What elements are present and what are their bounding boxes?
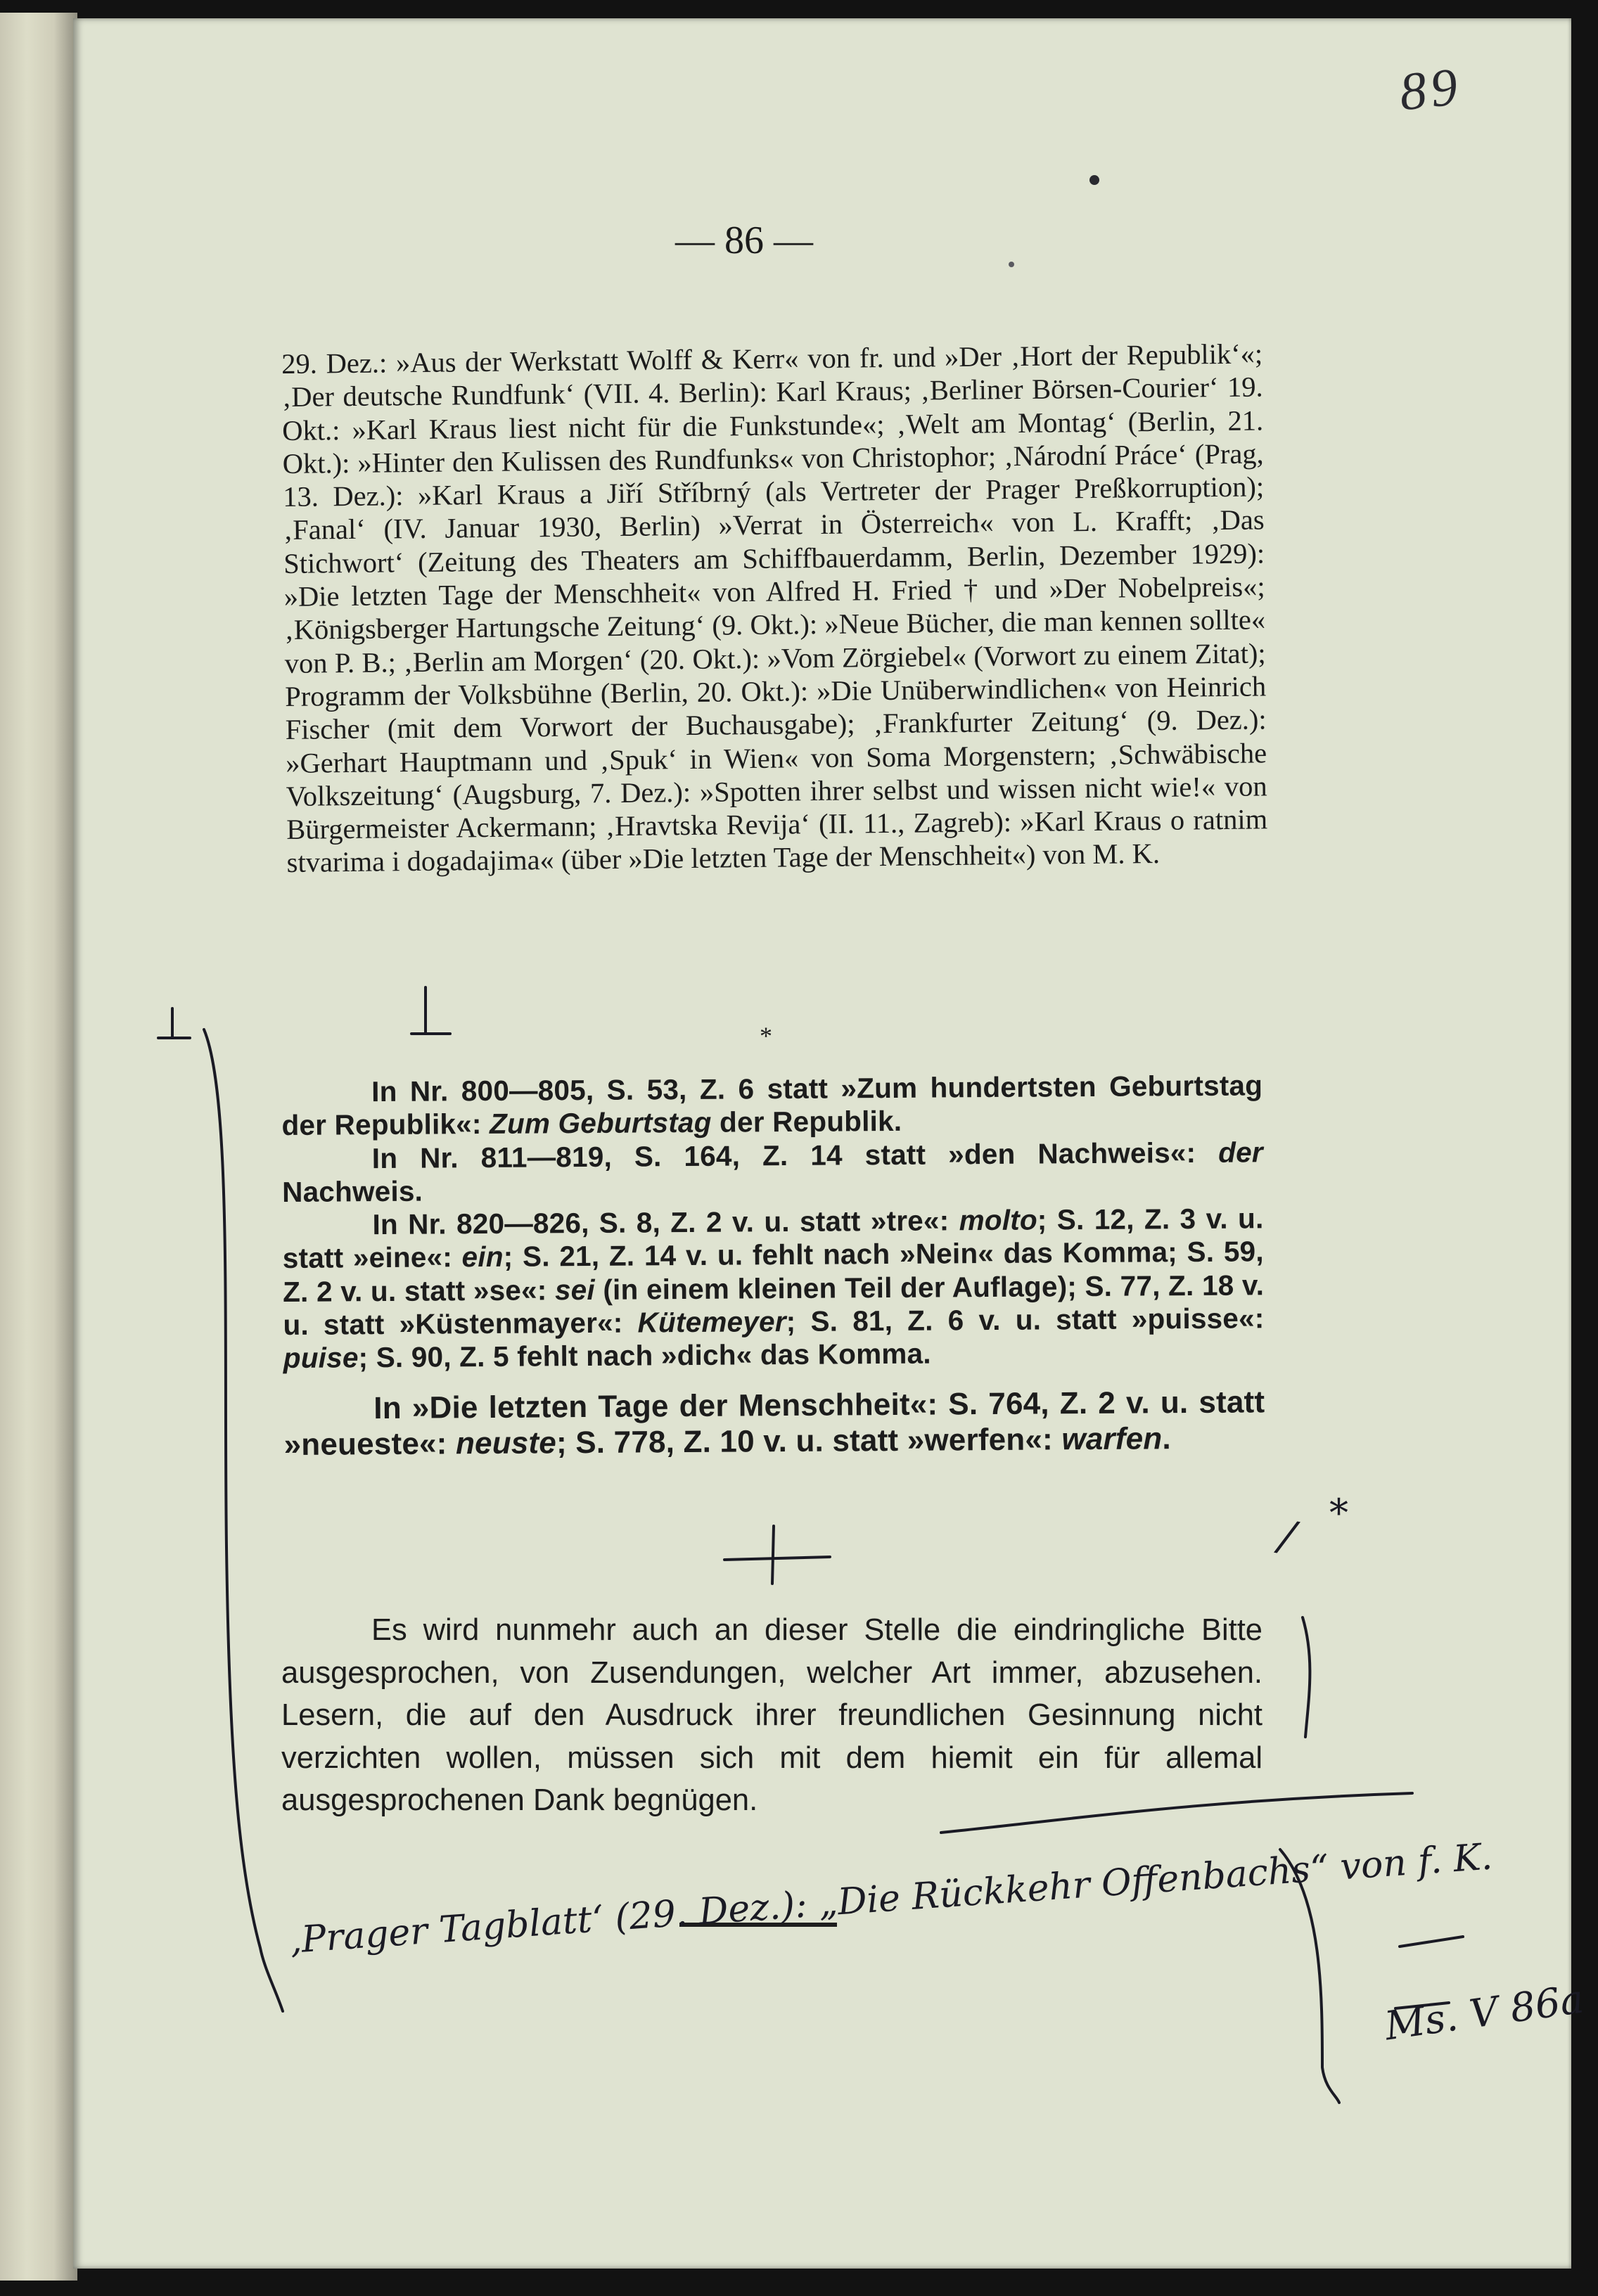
errata-entry: [283, 1384, 1265, 1463]
errata-text: (in einem kleinen Teil der Auflage); S. 77, Z. 18 v. u. statt »Küstenmayer«:: [283, 1269, 1265, 1342]
handwritten-note: ‚Prager Tagblatt‘ (29. Dez.): „Die Rückkehr Offenbachs“ von f. K.: [288, 1835, 1494, 1962]
errata-correction: puise: [283, 1341, 359, 1375]
errata-correction: ein: [461, 1240, 504, 1274]
errata-text: ; S. 12, Z. 3 v. u. statt »eine«:: [282, 1202, 1264, 1275]
errata-entry: [282, 1202, 1265, 1375]
errata-text: ; S. 21, Z. 14 v. u. fehlt nach »Nein« das Komma; S. 59, Z. 2 v. u. statt »se«:: [282, 1235, 1264, 1308]
errata-correction: der: [1218, 1135, 1263, 1169]
errata-text: ; S. 81, Z. 6 v. u. statt »puisse«:: [786, 1302, 1265, 1338]
errata-correction: sei: [554, 1273, 596, 1307]
notice-section: [281, 1609, 1263, 1822]
notice-text: Es wird nunmehr auch an dieser Stelle die eindringliche Bitte ausgesprochen, von Zusendungen, welcher Art immer, abzusehen. Lesern, die auf den Ausdruck ihrer freundlichen Gesinnung nicht verzichten wollen, müssen sich mit dem hiemit ein für allemal ausgesprochenen Dank begnügen.: [281, 1613, 1263, 1817]
errata-text: ; S. 90, Z. 5 fehlt nach »dich« das Komma.: [358, 1337, 931, 1374]
errata-text: In Nr. 820—826, S. 8, Z. 2 v. u. statt »tre«:: [372, 1204, 959, 1241]
errata-correction: molto: [959, 1203, 1037, 1237]
bibliography-paragraph: [281, 337, 1268, 879]
errata-text: .: [1162, 1420, 1171, 1456]
bibliography-text: 29. Dez.: »Aus der Werkstatt Wolff & Kerr« von fr. und »Der ‚Hort der Republik‘«; ‚Der deutsche Rundfunk‘ (VII. 4. Berlin): Karl Kraus; ‚Berliner Börsen-Courier‘ 19. Okt.: »Karl Kraus liest nicht für die Funkstunde«; ‚Welt am Montag‘ (Berlin, 21. Okt.): »Hinter den Kulissen des Rundfunks« von Christophor; ‚Národní Práce‘ (Prag, 13. Dez.): »Karl Kraus a Jiří Stříbrný (als Vertreter der Prager Preßkorruption); ‚Fanal‘ (IV. Januar 1930, Berlin) »Verrat in Österreich« von L. Krafft; ‚Das Stichwort‘ (Zeitung des Theaters am Schiffbauerdamm, Berlin, Dezember 1929): »Die letzten Tage der Menschheit« von Alfred H. Fried † und »Der Nobelpreis«; ‚Königsberger Hartungsche Zeitung‘ (9. Okt.): »Neue Bücher, die man kennen sollte« von P. B.; ‚Berlin am Morgen‘ (20. Okt.): »Vom Zörgiebel« (Vorwort zu einem Zitat); Programm der Volksbühne (Berlin, 20. Okt.): »Die Unüberwindlichen« von Heinrich Fischer (mit dem Vorwort der Buchausgabe); ‚Frankfurter Zeitung‘ (9. Dez.): »Gerhart Hauptmann und ‚Spuk‘ in Wien« von Soma Morgenstern; ‚Schwäbische Volkszeitung‘ (Augsburg, 7. Dez.): »Spotten ihrer selbst und wissen nicht wie!« von Bürgermeister Ackermann; ‚Hravtska Revija‘ (II. 11., Zagreb): »Karl Kraus o ratnim stvarima i dogadajima« (über »Die letzten Tage der Menschheit«) von M. K.: [281, 338, 1268, 879]
errata-correction: Zum Geburtstag: [489, 1106, 712, 1141]
errata-entry: [282, 1136, 1264, 1209]
shelf-mark: Ms. V 86a: [1381, 1976, 1587, 2050]
errata-text: In »Die letzten Tage der Menschheit«: S. 764, Z. 2 v. u. statt »neueste«:: [283, 1384, 1265, 1462]
page-number: — 86 —: [675, 219, 813, 262]
errata-correction: neuste: [455, 1425, 557, 1461]
errata-entry: [281, 1069, 1263, 1142]
errata-text: ; S. 778, Z. 10 v. u. statt »werfen«:: [556, 1421, 1062, 1460]
errata-text: In Nr. 800—805, S. 53, Z. 6 statt »Zum hundertsten Geburtstag der Republik«:: [281, 1069, 1263, 1142]
slash-mark: /: [1276, 1511, 1299, 1563]
section-separator: *: [760, 1022, 772, 1050]
asterisk-mark: *: [1329, 1491, 1348, 1535]
errata-text: In Nr. 811—819, S. 164, Z. 14 statt »den Nachweis«:: [371, 1136, 1219, 1174]
errata-text: Nachweis.: [281, 1174, 423, 1208]
folio-mark: 89: [1396, 56, 1465, 122]
errata-text: der Republik.: [711, 1105, 902, 1139]
errata-correction: Kütemeyer: [637, 1305, 786, 1339]
book-page-edges: [0, 13, 77, 2281]
errata-correction: warfen: [1061, 1420, 1163, 1456]
errata-section: [281, 1069, 1265, 1462]
